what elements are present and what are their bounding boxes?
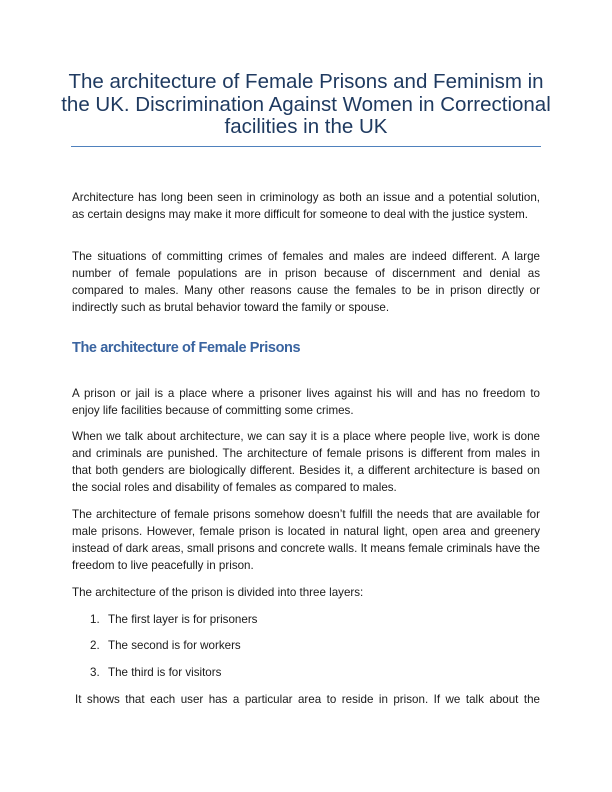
list-text: The second is for workers [108, 639, 241, 652]
list-text: The first layer is for prisoners [108, 613, 258, 626]
intro-paragraph-2: The situations of committing crimes of females and males are indeed different. A large number of female populations are in prison because of discernment and denial as compared to males. Many other reasons cause the females to be in prison directly or indirectly such as brutal behavior toward the family or spouse. [72, 250, 540, 314]
title-divider [71, 146, 541, 147]
section-heading: The architecture of Female Prisons [72, 340, 301, 356]
body-paragraph-1: A prison or jail is a place where a prisoner lives against his will and has no freedom to enjoy life facilities because of committing some crimes. [72, 387, 540, 417]
body-paragraph-5: It shows that each user has a particular area to reside in prison. If we talk about the [75, 693, 540, 706]
list-number: 2. [90, 639, 100, 652]
list-text: The third is for visitors [108, 666, 222, 679]
body-paragraph-4: The architecture of the prison is divided into three layers: [72, 586, 364, 599]
list-item [90, 637, 241, 654]
body-paragraph-2: When we talk about architecture, we can say it is a place where people live, work is done and criminals are punished. The architecture of female prisons is different from males in that both genders are biologically different. Besides it, a different architecture is based on the social roles and disability of females as compared to males. [72, 430, 540, 494]
list-item [90, 664, 221, 681]
list-number: 1. [90, 613, 100, 626]
list-item [90, 611, 257, 628]
list-number: 3. [90, 666, 100, 679]
body-paragraph-3: The architecture of female prisons somehow doesn’t fulfill the needs that are available for male prisons. However, female prison is located in natural light, open area and greenery instead of dark areas, small prisons and concrete walls. It means female criminals have the freedom to live peacefully in prison. [72, 508, 540, 572]
intro-paragraph-1: Architecture has long been seen in criminology as both an issue and a potential solution, as certain designs may make it more difficult for someone to deal with the justice system. [72, 191, 540, 221]
document-title: The architecture of Female Prisons and Feminism in the UK. Discrimination Against Women in Correctional facilities in the UK [61, 70, 551, 138]
